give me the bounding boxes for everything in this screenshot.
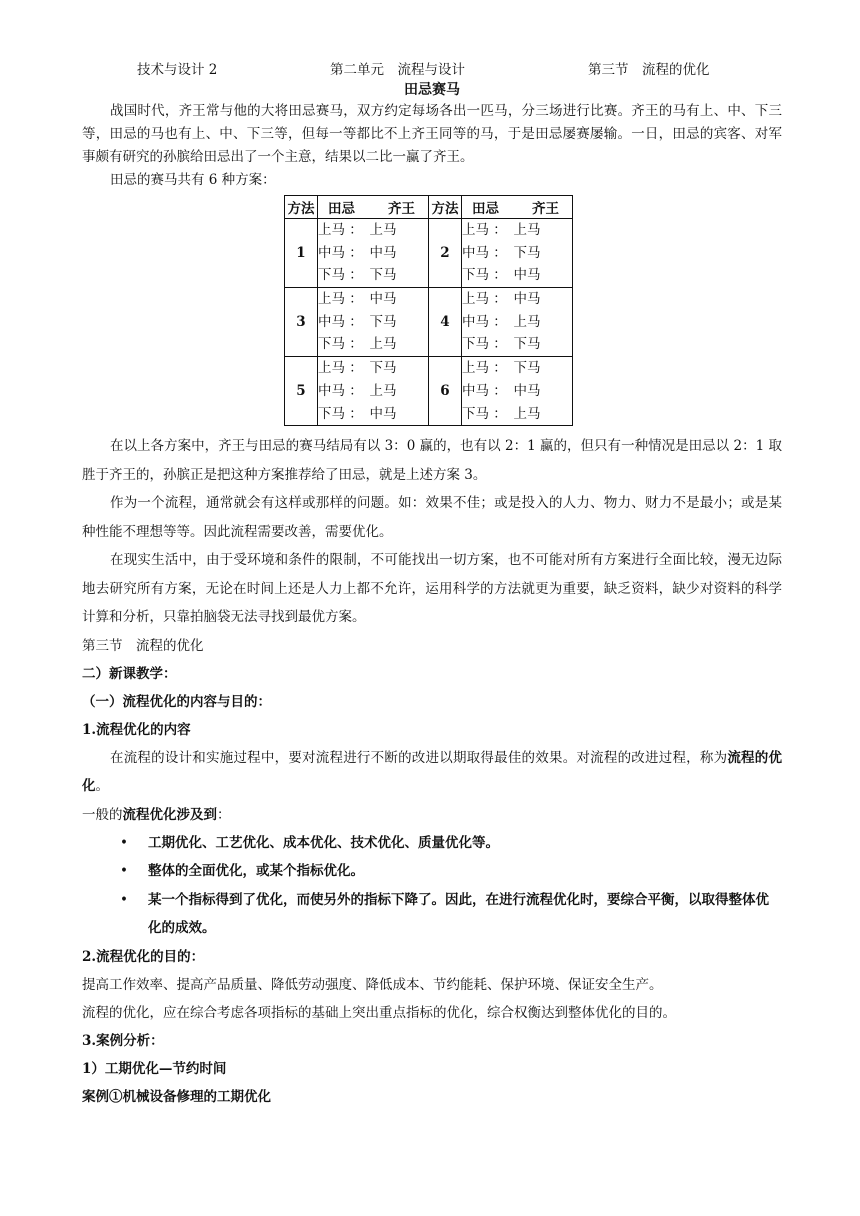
involve-term: 流程优化涉及到 [122,806,217,823]
race-scheme-table [284,195,573,426]
pair-line: 上马 ： 下马 [462,360,541,377]
col-tianji: 田忌 [328,201,355,217]
document-page [82,58,782,1111]
definition-paragraph [82,744,782,801]
bullet-icon: • [120,834,128,851]
bullet-icon: • [120,863,128,880]
pair-line: 中马 ： 上马 [462,313,541,330]
pair-line: 下马 ： 下马 [462,336,541,353]
col-qiwang: 齐王 [388,201,415,217]
problem-paragraph: 作为一个流程，通常就会有这样或那样的问题。如：效果不佳；或是投入的人力、物力、财力不是最小；或是某种性能不理想等等。因此流程需要改善，需要优化。 [82,495,782,540]
pair-line: 上马 ： 上马 [318,222,397,238]
heading-purpose: 2.流程优化的目的： [82,948,205,965]
story-title: 田忌赛马 [404,82,460,98]
involve-list [82,829,782,943]
pair-line: 中马 ： 上马 [318,382,397,399]
purpose-line: 提高工作效率、提高产品质量、降低劳动强度、降低成本、节约能耗、保护环境、保证安全生产。 [82,976,663,993]
bullet-icon: • [120,891,128,908]
list-item-text: 某一个指标得到了优化，而使另外的指标下降了。因此，在进行流程优化时，要综合平衡，以取得整体优化的成效。 [148,891,769,937]
definition-text: 在流程的设计和实施过程中，要对流程进行不断的改进以期取得最佳的效果。对流程的改进过程，称为 [110,749,728,766]
scheme-intro: 田忌的赛马共有 6 种方案： [110,172,276,188]
pair-line: 下马 ： 中马 [318,405,397,422]
table-row [285,288,573,357]
pair-line: 下马 ： 上马 [318,336,397,353]
scheme-number: 2 [429,219,462,288]
intro-paragraph: 战国时代，齐王常与他的大将田忌赛马，双方约定每场各出一匹马，分三场进行比赛。齐王的马有上、中、下三等，田忌的马也有上、中、下三等，但每一等都比不上齐王同等的马，于是田忌屡赛屡输。一日，田忌的宾客、对军事颇有研究的孙膑给田忌出了一个主意，结果以二比一赢了齐王。 [82,103,782,165]
header-section: 第三节 流程的优化 [588,62,710,78]
involve-prefix: 一般的 [82,806,123,823]
header-course: 技术与设计 2 [137,62,218,78]
page-header [82,58,782,80]
definition-end: 。 [95,778,109,795]
pair-line: 上马 ： 上马 [462,222,541,238]
heading-content: 1.流程优化的内容 [82,721,191,738]
table-row [285,357,573,426]
scheme-pairs [318,219,429,288]
table-header-row [285,196,573,219]
list-item [82,857,782,886]
col-tianji: 田忌 [472,201,499,217]
involve-colon: ： [217,806,231,823]
involve-line [82,801,782,829]
pair-line: 上马 ： 下马 [318,360,397,377]
purpose-summary: 流程的优化，应在综合考虑各项指标的基础上突出重点指标的优化，综合权衡达到整体优化的目的。 [82,1004,676,1021]
pair-line: 上马 ： 中马 [462,291,541,308]
result-paragraph: 在以上各方案中，齐王与田忌的赛马结局有以 3：0 赢的，也有以 2：1 赢的，但只有一种情况是田忌以 2：1 取胜于齐王的，孙膑正是把这种方案推荐给了田忌，就是上述方案 3。 [82,438,782,483]
col-pair [318,196,429,219]
col-qiwang: 齐王 [532,201,559,217]
scheme-pairs [462,357,573,426]
scheme-number: 6 [429,357,462,426]
scheme-number: 1 [285,219,318,288]
subsection-heading: （一）流程优化的内容与目的： [82,693,271,710]
scheme-pairs [462,288,573,357]
pair-line: 下马 ： 上马 [462,405,541,422]
heading-case-one: 案例①机械设备修理的工期优化 [82,1088,271,1105]
heading-case: 3.案例分析： [82,1032,164,1049]
pair-line: 上马 ： 中马 [318,291,397,308]
new-lesson-heading: 二）新课教学： [82,665,177,682]
definition-term: 流程的优化 [82,749,782,795]
scheme-number: 3 [285,288,318,357]
col-method: 方法 [285,196,318,219]
scheme-number: 5 [285,357,318,426]
pair-line: 中马 ： 下马 [318,313,397,330]
list-item-text: 工期优化、工艺优化、成本优化、技术优化、质量优化等。 [148,834,499,851]
heading-schedule: 1）工期优化—节约时间 [82,1060,227,1077]
pair-line: 中马 ： 下马 [462,244,541,261]
scheme-number: 4 [429,288,462,357]
pair-line: 下马 ： 中马 [462,267,541,284]
reality-paragraph: 在现实生活中，由于受环境和条件的限制，不可能找出一切方案，也不可能对所有方案进行全面比较，漫无边际地去研究所有方案，无论在时间上还是人力上都不允许，运用科学的方法就更为重要，缺乏资料，缺少对资料的科学计算和分析，只靠拍脑袋无法寻找到最优方案。 [82,552,782,626]
pair-line: 中马 ： 中马 [462,382,541,399]
list-item [82,829,782,858]
scheme-pairs [318,288,429,357]
scheme-pairs [462,219,573,288]
col-method: 方法 [429,196,462,219]
scheme-pairs [318,357,429,426]
list-item [82,886,782,943]
table-row [285,219,573,288]
pair-line: 中马 ： 中马 [318,244,397,261]
list-item-text: 整体的全面优化，或某个指标优化。 [148,863,364,880]
header-unit: 第二单元 流程与设计 [330,62,465,78]
col-pair [462,196,573,219]
pair-line: 下马 ： 下马 [318,267,397,284]
section-label: 第三节 流程的优化 [82,637,204,654]
